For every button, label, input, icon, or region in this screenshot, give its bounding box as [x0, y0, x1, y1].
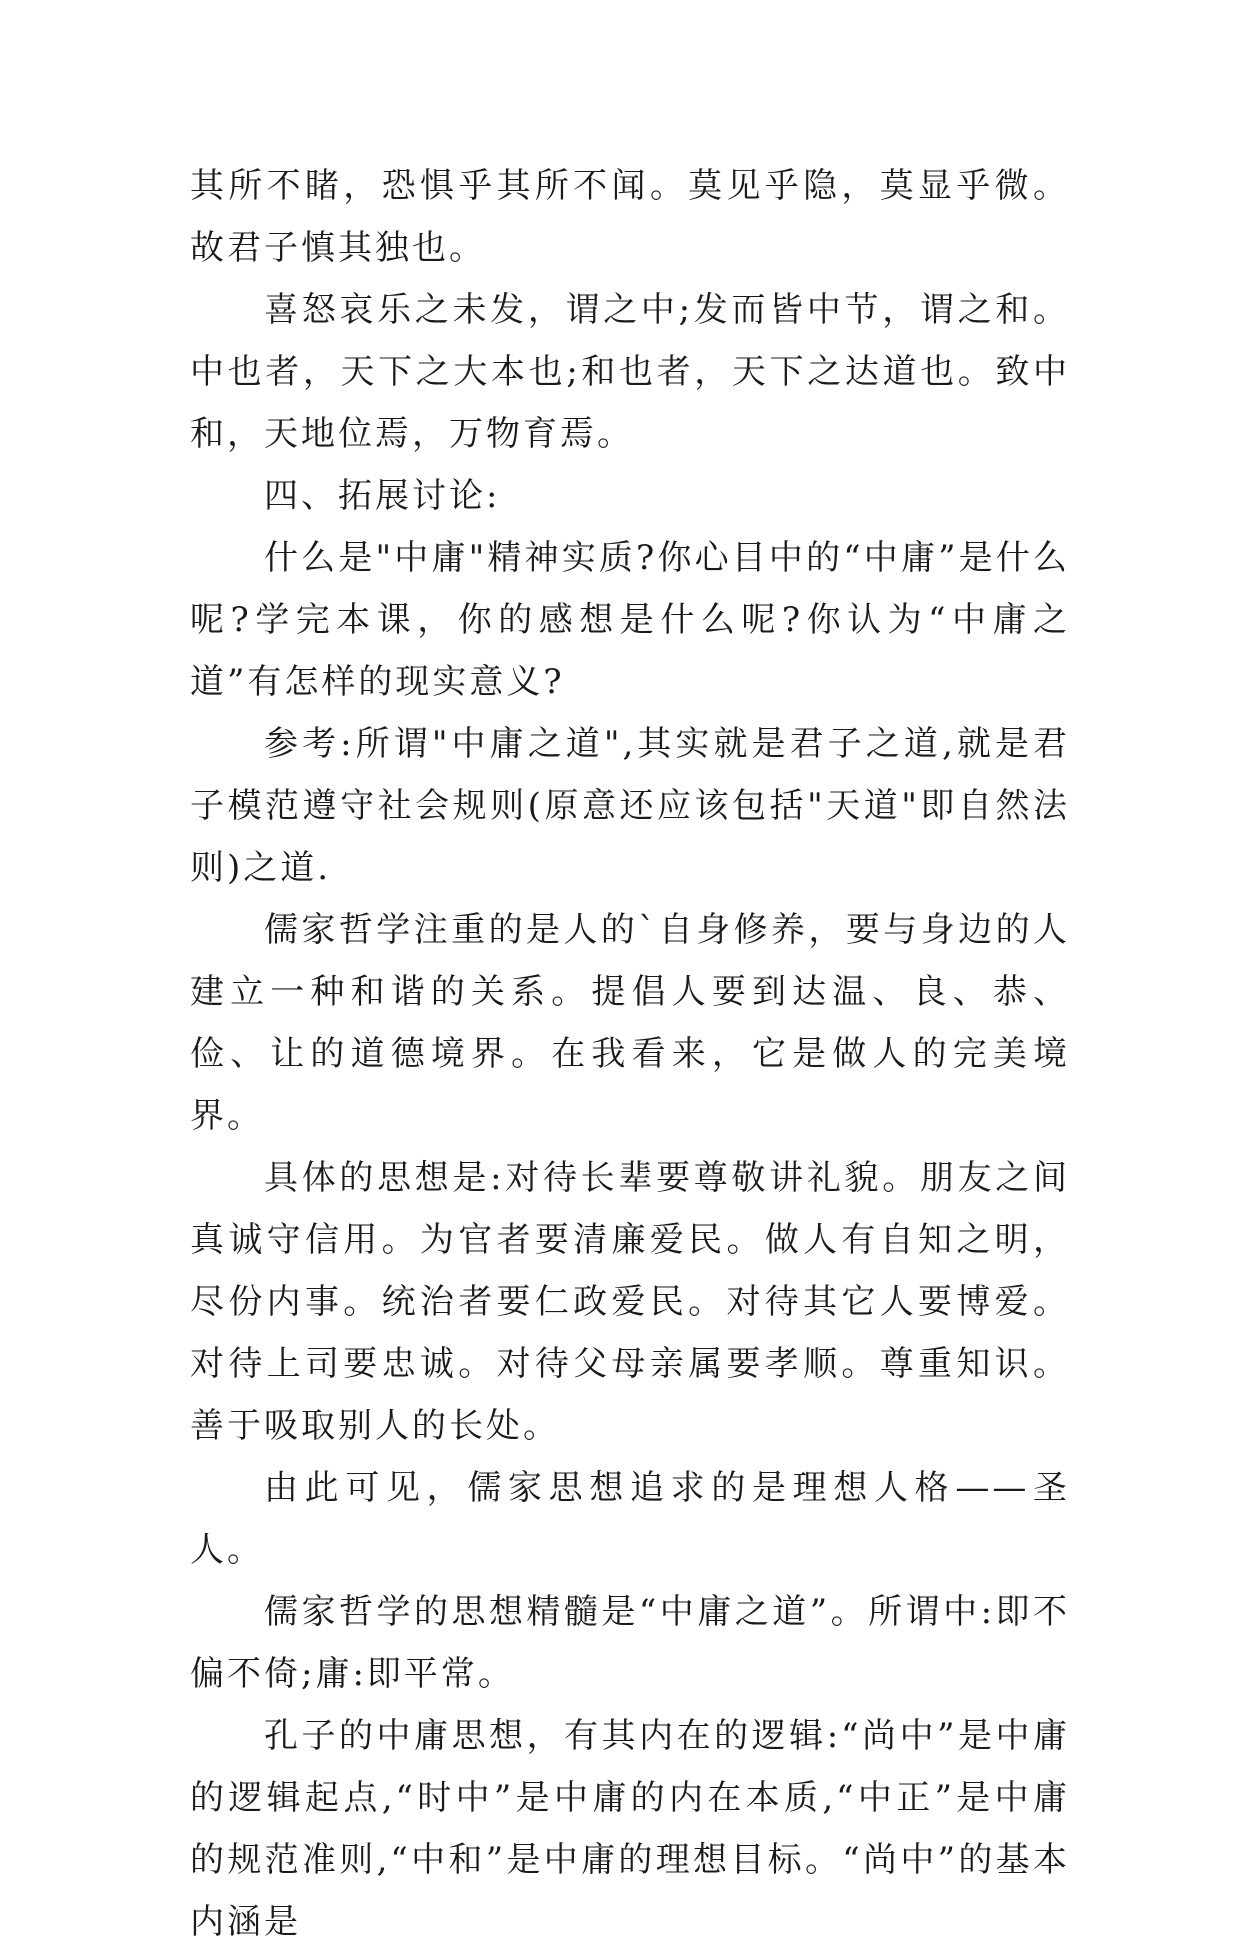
paragraph-confucian-cultivation: 儒家哲学注重的是人的`自身修养，要与身边的人建立一种和谐的关系。提倡人要到达温、良、恭、俭、让的道德境界。在我看来，它是做人的完美境界。 [190, 910, 1070, 1136]
paragraph-discussion-questions: 什么是"中庸"精神实质?你心目中的“中庸”是什么呢?学完本课，你的感想是什么呢?你认为“中庸之道”有怎样的现实意义? [190, 538, 1070, 702]
paragraph-1: 其所不睹，恐惧乎其所不闻。莫见乎隐，莫显乎微。故君子慎其独也。 [190, 166, 1070, 268]
paragraph-2: 喜怒哀乐之未发，谓之中;发而皆中节，谓之和。中也者，天下之大本也;和也者，天下之达道也。致中和，天地位焉，万物育焉。 [190, 290, 1070, 454]
paragraph-confucius-logic: 孔子的中庸思想，有其内在的逻辑:“尚中”是中庸的逻辑起点,“时中”是中庸的内在本质,“中正”是中庸的规范准则,“中和”是中庸的理想目标。“尚中”的基本内涵是 [190, 1716, 1070, 1942]
document-body [190, 155, 1070, 1953]
paragraph-essence: 儒家哲学的思想精髓是“中庸之道”。所谓中:即不偏不倚;庸:即平常。 [190, 1592, 1070, 1694]
paragraph-ideal-personality: 由此可见，儒家思想追求的是理想人格——圣人。 [190, 1468, 1070, 1570]
paragraph-reference: 参考:所谓"中庸之道",其实就是君子之道,就是君子模范遵守社会规则(原意还应该包括"天道"即自然法则)之道. [190, 724, 1070, 888]
section-heading-extended-discussion: 四、拓展讨论: [264, 476, 501, 516]
paragraph-specific-thoughts: 具体的思想是:对待长辈要尊敬讲礼貌。朋友之间真诚守信用。为官者要清廉爱民。做人有自知之明，尽份内事。统治者要仁政爱民。对待其它人要博爱。对待上司要忠诚。对待父母亲属要孝顺。尊重知识。善于吸取别人的长处。 [190, 1158, 1070, 1446]
